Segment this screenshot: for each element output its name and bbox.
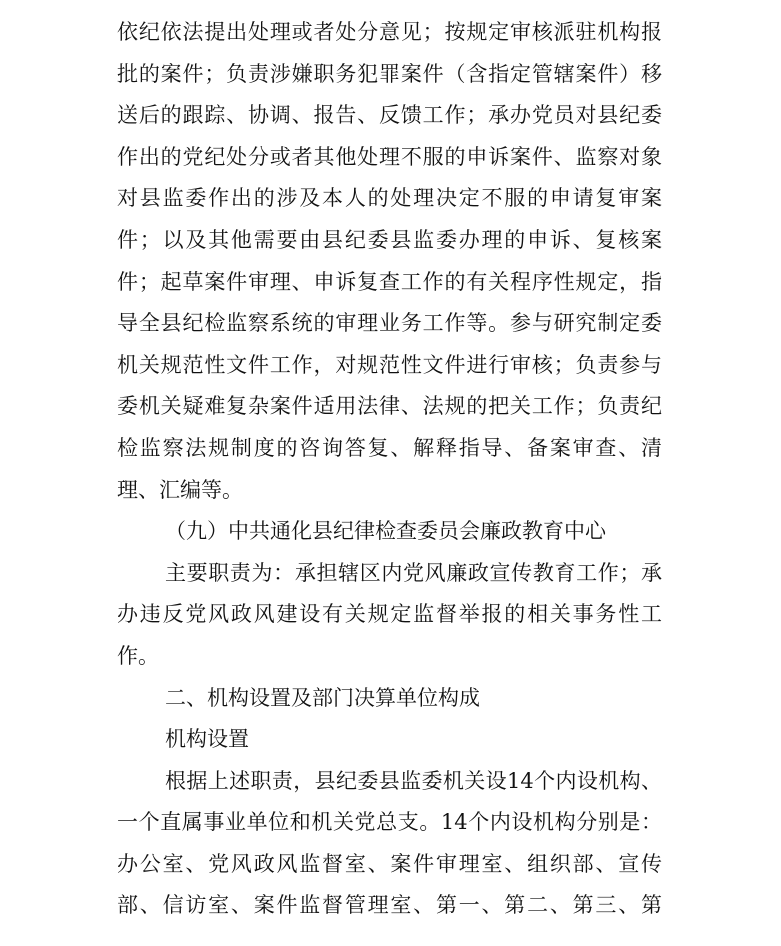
text-line: 件；起草案件审理、申诉复查工作的有关程序性规定，指 <box>117 269 662 294</box>
text-line: 送后的跟踪、协调、报告、反馈工作；承办党员对县纪委 <box>117 103 662 128</box>
subsection-heading-org-setup: 机构设置 <box>165 727 249 752</box>
text-line: 部、信访室、案件监督管理室、第一、第二、第三、第 <box>117 893 662 918</box>
text-line: 依纪依法提出处理或者处分意见；按规定审核派驻机构报 <box>117 20 662 44</box>
section-heading-organization: 二、机构设置及部门决算单位构成 <box>165 685 480 710</box>
document-page <box>117 12 662 927</box>
text-line: 件；以及其他需要由县纪委县监委办理的申诉、复核案 <box>117 227 662 252</box>
text-line: 对县监委作出的涉及本人的处理决定不服的申请复审案 <box>117 186 662 211</box>
text-line: 委机关疑难复杂案件适用法律、法规的把关工作；负责纪 <box>117 394 662 419</box>
paragraph-org-setup <box>117 761 662 927</box>
text-line: 根据上述职责，县纪委县监委机关设14个内设机构、 <box>165 768 662 793</box>
text-line: 主要职责为：承担辖区内党风廉政宣传教育工作；承 <box>165 560 662 585</box>
text-line: 一个直属事业单位和机关党总支。14个内设机构分别是： <box>117 810 662 835</box>
section-heading-education-center: （九）中共通化县纪律检查委员会廉政教育中心 <box>165 519 606 544</box>
text-line: 作出的党纪处分或者其他处理不服的申诉案件、监察对象 <box>117 144 662 169</box>
text-line: 检监察法规制度的咨询答复、解释指导、备案审查、清 <box>117 435 662 460</box>
text-line: 作。 <box>117 643 159 668</box>
text-line: 机关规范性文件工作，对规范性文件进行审核；负责参与 <box>117 352 662 377</box>
text-line: 批的案件；负责涉嫌职务犯罪案件（含指定管辖案件）移 <box>117 61 662 86</box>
text-line: 办违反党风政风建设有关规定监督举报的相关事务性工 <box>117 602 662 627</box>
text-line: 理、汇编等。 <box>117 477 243 502</box>
paragraph-case-review-duties <box>117 12 662 511</box>
text-line: 导全县纪检监察系统的审理业务工作等。参与研究制定委 <box>117 311 662 336</box>
text-line: 办公室、党风政风监督室、案件审理室、组织部、宣传 <box>117 851 662 876</box>
paragraph-education-center-duties <box>117 553 662 678</box>
